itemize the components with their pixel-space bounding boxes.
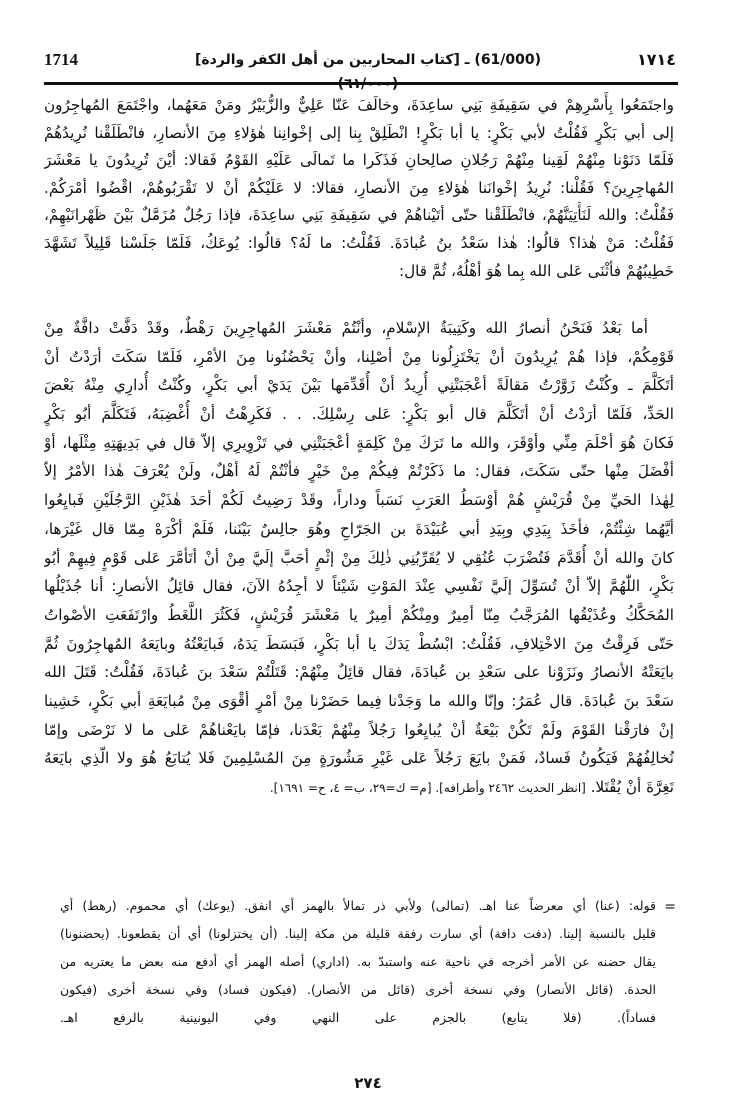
paragraph-1: [44, 92, 674, 285]
text-line: المُحَكَّكُ وعُذَيْقُها المُرَجَّبُ مِنّا أمِيرٌ ومِنْكُمْ أمِيرٌ يا مَعْشَرَ قُرَيْشٍ، فَكَثُرَ اللَّغَطُ وارْتَفَعَتِ الأصْواتُ: [44, 605, 674, 624]
text-line: بَكْرٍ، اللّٰهُمَّ إلاّ أنْ تُسَوِّلَ إلَيَّ نَفْسِي عِنْدَ المَوْتِ شَيْئاً لا أجِدُهُ الآنَ، فقال قائِلُ الأنصارِ: أنا جُذَيْلُها: [44, 577, 674, 596]
text-line: إلى أبي بَكْرٍ فَقُلْتُ لأبي بَكْرٍ: يا أبا بَكْرٍ! انْطَلِقْ بِنا إلى إخْوانِنا هٰؤلاءِ مِنَ الأنصارِ، فانْطَلَقْنا نُرِيدُهُمْ: [44, 123, 674, 142]
text-line: إنْ فارَقْنا القَوْمَ ولَمْ تَكُنْ بَيْعَةٌ أنْ يُبايِعُوا رَجُلاً مِنْهُمْ بَعْدَنا، فإمّا بايَعْناهُمْ عَلى ما لا نَرْضَى وإمّا: [44, 720, 674, 739]
footnote-line: فساداً). (فلا يتابع) بالجزم على النهي وفي اليونينية بالرفع اهـ.: [60, 1010, 656, 1025]
page-number-latin: 1714: [44, 50, 78, 69]
footnotes: [60, 892, 656, 1032]
text-line: أما بَعْدُ فَنَحْنُ أنصارُ الله وكَتِيبَةُ الإسْلامِ، وأنْتُمْ مَعْشَرَ المُهاجِرِينَ رَهْطٌ، وقَدْ دَفَّتْ دافَّةٌ مِنْ: [44, 319, 648, 337]
page-number-arabic: ١٧١٤: [636, 50, 676, 69]
text-line: الحَدِّ، فَلَمّا أرَدْتُ أنْ أتَكَلَّمَ قال أبو بَكْرٍ: عَلى رِسْلِكَ. . . فَكَرِهْتُ أنْ أُغْضِبَهُ، فَتَكَلَّمَ أبُو بَكْرٍ: [44, 405, 674, 424]
text-line: أفْضَلَ مِنْها حتّى سَكَتَ، فقال: ما ذَكَرْتُمْ فِيكُمْ مِنْ خَيْرٍ فأنْتُمْ لَهُ أهْلٌ، ولَنْ يُعْرَفَ هٰذا الأمْرُ إلاّ: [44, 462, 674, 481]
text-line: فَقُلْتُ: والله لَنَأْتِيَنَّهُمْ، فانْطَلَقْنا حتّى أتَيْناهُمْ في سَقِيفَةِ بَنِي ساعِدَةَ، فإذا رَجُلٌ مُزَمَّلٌ بَيْنَ ظَهْرانَيْهِمْ،: [44, 206, 674, 225]
text-line: فَكانَ هُوَ أحْلَمَ مِنِّي وأوْقَرَ، والله ما تَرَكَ مِنْ كَلِمَةٍ أعْجَبَتْنِي في تَزْوِيرِي إلاّ قال في بَدِيهَتِهِ مِثْلَها، أوْ: [44, 433, 674, 452]
text-line: قَوْمِكُمْ، فإذا هُمْ يُرِيدُونَ أنْ يَخْتَزِلُونا مِنْ أصْلِنا، وأنْ يَحْضُنُونا مِنَ الأمْرِ، فَلَمّا سَكَتَ أرَدْتُ أنْ: [44, 347, 674, 366]
text-line: أتَكَلَّمَ ـ وكُنْتُ زَوَّرْتُ مَقالَةً أعْجَبَتْنِي أُرِيدُ أنْ أُقَدِّمَها بَيْنَ يَدَيْ أبي بَكْرٍ، وكُنْتُ أُدارِي مِنْهُ بَعْضَ: [44, 376, 674, 395]
text-line-end: تَغِرَّةَ أنْ يُقْتَلا.: [590, 778, 674, 796]
page-number-footer: ٢٧٤: [354, 1074, 382, 1092]
footnote-line: الحدة. (قائل الأنصار) وفي نسخة أخرى (قائل من الأنصار). (فيكون فساد) وفي نسخة أخرى (فيكون: [60, 982, 656, 997]
footnote-line: قوله: (عنا) أي معرضاً عنا اهـ. (تمالى) ولأبي ذر تمالأ بالهمز أي انفق. (يوعك) أي محموم. (رهط) أي: [60, 898, 656, 913]
running-header-title: (61/000) ـ [كتاب المحاربين من أهل الكفر والردة]: [194, 52, 542, 68]
text-line: حَتّى فَرِقْتُ مِنَ الاخْتِلافِ، فَقُلْتُ: ابْسُطْ يَدَكَ يا أبا بَكْرٍ، فَبَسَطَ يَدَهُ، فَبايَعْتُهُ وبايَعَهُ المُهاجِرُونَ ثُمَّ: [44, 634, 674, 653]
text-line: خَطِيبُهُمْ فأثْنَى عَلى الله بِما هُوَ أهْلُهُ، ثُمَّ قال:: [398, 261, 674, 280]
paragraph-2: [44, 314, 674, 802]
text-line: لِهٰذا الحَيِّ مِنْ قُرَيْشٍ هُمْ أوْسَطُ العَرَبِ نَسَباً وداراً، وقَدْ رَضِيتُ لَكُمْ أحَدَ هٰذَيْنِ الرَّجُلَيْنِ فَبايِعُوا: [44, 491, 674, 510]
header-rule: [44, 82, 678, 85]
footnote-line: قليل بالنسبة إلينا. (دفت دافة) أي سارت رفقة قليلة من مكة إلينا. (أن يختزلونا) أي أن يقطعونا. (يحضنونا): [60, 926, 656, 941]
footnote-line: يقال حضنه عن الأمر أخرجه في ناحية عنه واستبدّ به. (اداري) أصله الهمز أي أدفع منه بعض ما يعتريه من: [60, 954, 656, 969]
text-line: فَلَمّا دَنَوْنا مِنْهُمْ لَقِينا مِنْهُمْ رَجُلانِ صالِحانِ فَذَكَرا ما تَمالَى عَلَيْهِ القَوْمُ فَقالا: أيْنَ تُرِيدُونَ يا مَعْشَرَ: [44, 151, 674, 170]
hadith-reference: [انظر الحديث ٢٤٦٢ وأطرافه]. [م= ك=٢٩، ب= ٤، ح= ١٦٩١].: [269, 781, 586, 795]
text-line: بايَعَتْهُ الأنصارُ ونَزَوْنا على سَعْدِ بن عُبادَةَ، فقال قائِلٌ مِنْهُمْ: قَتَلْتُمْ سَعْدَ بنَ عُبادَةَ، فَقُلْتُ: قَتَلَ الله: [44, 663, 674, 682]
text-line: المُهاجِرِينَ؟ فَقُلْنا: نُرِيدُ إخْوانَنا هٰؤلاءِ مِنَ الأنصارِ، فقالا: لا عَلَيْكُمْ أنْ لا تَقْرَبُوهُمْ، اقْضُوا أمْرَكُمْ.: [44, 178, 674, 197]
text-line: أيَّهُما شِئْتُمْ، فأخَذَ بِيَدِي وبِيَدِ أبي عُبَيْدَةَ بن الجَرّاحِ وهُوَ جالِسٌ بَيْنَنا، فَلَمْ أكْرَهْ مِمّا قال غَيْرَها،: [44, 519, 674, 538]
text-line: سَعْدَ بنَ عُبادَةَ. قال عُمَرُ: وإنّا والله ما وَجَدْنا فِيما حَضَرْنا مِنْ أمْرٍ أقْوَى مِنْ مُبايَعَةِ أبي بَكْرٍ، خَشِينا: [44, 691, 674, 710]
text-line: واجتَمَعُوا بِأَسْرِهِمْ في سَقِيفَةِ بَنِي ساعِدَةَ، وخالَفَ عَنّا عَلِيٌّ والزُّبَيْرُ ومَنْ مَعَهُما، واجْتَمَعَ المُهاجِرُون: [44, 96, 674, 114]
text-line: فَقُلْتُ: مَنْ هٰذا؟ قالُوا: هٰذا سَعْدُ بنُ عُبادَةَ. فَقُلْتُ: ما لَهُ؟ قالُوا: يُوعَكُ، فَلَمّا جَلَسْنا قَلِيلاً تَشَهَّدَ: [44, 233, 674, 252]
text-line: كانَ والله أنْ أُقَدَّمَ فَتُضْرَبَ عُنُقِي لا يُقَرِّبُنِي ذٰلِكَ مِنْ إثْمٍ أحَبَّ إلَيَّ مِنْ أنْ أتَأمَّرَ عَلى قَوْمٍ فِيهِمْ أبُو: [44, 548, 674, 567]
text-line-last: [44, 773, 674, 802]
text-line: نُخالِفُهُمْ فَيَكُونُ فَسادٌ، فَمَنْ بايَعَ رَجُلاً عَلى غَيْرِ مَشُورَةٍ مِنَ المُسْلِمِينَ فَلا يُتابَعُ هُوَ ولا الّذِي بايَعَهُ: [44, 749, 674, 768]
footnote-continuation-mark: =: [664, 899, 676, 915]
